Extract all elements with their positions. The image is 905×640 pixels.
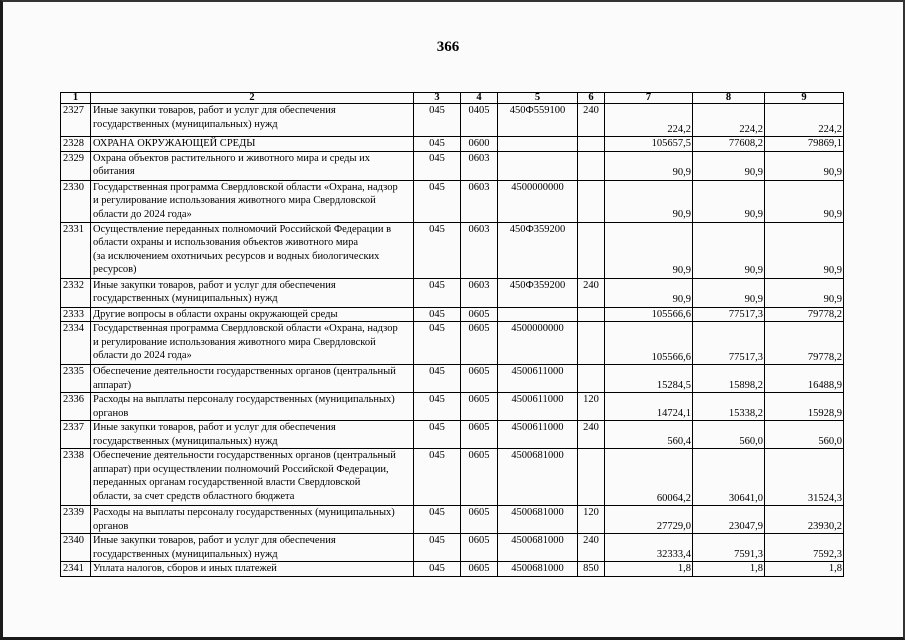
row-description <box>91 222 414 278</box>
row-description <box>91 562 414 577</box>
expense-type-code: 240 <box>578 534 605 562</box>
description-line: Иные закупки товаров, работ и услуг для обеспечения <box>93 105 336 116</box>
amount-col-7: 105566,6 <box>605 322 693 365</box>
amount-col-7: 560,4 <box>605 421 693 449</box>
description-line: Иные закупки товаров, работ и услуг для обеспечения <box>93 422 336 433</box>
department-code: 045 <box>414 506 461 534</box>
department-code: 045 <box>414 104 461 137</box>
description-line: государственных (муниципальных) нужд <box>93 293 278 304</box>
table-row <box>61 151 844 180</box>
department-code: 045 <box>414 421 461 449</box>
amount-col-8: 1,8 <box>693 562 765 577</box>
description-line: Осуществление переданных полномочий Российской Федерации в <box>93 223 392 235</box>
table-row <box>61 222 844 278</box>
row-description <box>91 365 414 393</box>
row-number: 2331 <box>61 222 91 278</box>
amount-col-9: 7592,3 <box>765 534 844 562</box>
row-number: 2336 <box>61 393 91 421</box>
target-item-code: 450Ф359200 <box>498 222 578 278</box>
amount-col-9: 90,9 <box>765 278 844 307</box>
row-number: 2341 <box>61 562 91 577</box>
table-body <box>61 93 844 577</box>
description-line: обитания <box>93 166 135 177</box>
amount-col-8: 90,9 <box>693 278 765 307</box>
amount-col-9: 23930,2 <box>765 506 844 534</box>
target-item-code: 4500681000 <box>498 562 578 577</box>
description-line: (за исключением охотничьих ресурсов и водных биологических <box>93 250 380 262</box>
section-code: 0605 <box>461 365 498 393</box>
row-description <box>91 534 414 562</box>
amount-col-7: 90,9 <box>605 222 693 278</box>
row-number: 2329 <box>61 151 91 180</box>
header-col-1: 1 <box>61 93 91 104</box>
row-number: 2340 <box>61 534 91 562</box>
amount-col-7: 90,9 <box>605 180 693 222</box>
row-description <box>91 278 414 307</box>
amount-col-8: 224,2 <box>693 104 765 137</box>
amount-col-8: 77517,3 <box>693 322 765 365</box>
target-item-code <box>498 137 578 152</box>
department-code: 045 <box>414 393 461 421</box>
description-line: органов <box>93 407 129 419</box>
table-row <box>61 322 844 365</box>
table-row <box>61 137 844 152</box>
amount-col-9: 79778,2 <box>765 322 844 365</box>
description-line: переданных органам государственной власти Свердловской <box>93 477 361 488</box>
section-code: 0605 <box>461 562 498 577</box>
row-description <box>91 393 414 421</box>
amount-col-9: 15928,9 <box>765 393 844 421</box>
table-row <box>61 307 844 322</box>
amount-col-7: 27729,0 <box>605 506 693 534</box>
row-number: 2332 <box>61 278 91 307</box>
department-code: 045 <box>414 307 461 322</box>
target-item-code: 4500611000 <box>498 421 578 449</box>
amount-col-7: 105657,5 <box>605 137 693 152</box>
description-line: Обеспечение деятельности государственных органов (центральный <box>93 450 396 461</box>
table-row <box>61 506 844 534</box>
amount-col-8: 90,9 <box>693 180 765 222</box>
section-code: 0603 <box>461 222 498 278</box>
expense-type-code: 240 <box>578 278 605 307</box>
amount-col-7: 14724,1 <box>605 393 693 421</box>
row-description <box>91 180 414 222</box>
table-row <box>61 449 844 506</box>
table-row <box>61 365 844 393</box>
amount-col-9: 560,0 <box>765 421 844 449</box>
target-item-code: 450Ф559100 <box>498 104 578 137</box>
row-description <box>91 506 414 534</box>
description-line: Охрана объектов растительного и животного мира и среды их <box>93 152 371 164</box>
expense-type-code: 120 <box>578 393 605 421</box>
amount-col-9: 90,9 <box>765 180 844 222</box>
department-code: 045 <box>414 137 461 152</box>
description-line: аппарат) <box>93 379 132 391</box>
table-row <box>61 534 844 562</box>
amount-col-7: 90,9 <box>605 151 693 180</box>
expense-type-code: 240 <box>578 421 605 449</box>
target-item-code: 450Ф359200 <box>498 278 578 307</box>
department-code: 045 <box>414 562 461 577</box>
expense-type-code: 850 <box>578 562 605 577</box>
expense-type-code <box>578 449 605 506</box>
row-description <box>91 137 414 152</box>
amount-col-7: 1,8 <box>605 562 693 577</box>
row-number: 2333 <box>61 307 91 322</box>
section-code: 0605 <box>461 307 498 322</box>
target-item-code <box>498 307 578 322</box>
amount-col-9: 79869,1 <box>765 137 844 152</box>
amount-col-8: 23047,9 <box>693 506 765 534</box>
section-code: 0605 <box>461 449 498 506</box>
row-number: 2338 <box>61 449 91 506</box>
description-line: области до 2024 года» <box>93 208 192 220</box>
target-item-code: 4500611000 <box>498 393 578 421</box>
description-line: области охраны и использования объектов животного мира <box>93 237 359 248</box>
expense-type-code <box>578 322 605 365</box>
expense-type-code: 240 <box>578 104 605 137</box>
description-line: Расходы на выплаты персоналу государственных (муниципальных) <box>93 507 395 518</box>
amount-col-8: 15338,2 <box>693 393 765 421</box>
description-line: Обеспечение деятельности государственных органов (центральный <box>93 366 396 377</box>
amount-col-7: 224,2 <box>605 104 693 137</box>
description-line: Государственная программа Свердловской области «Охрана, надзор <box>93 181 398 193</box>
expense-type-code <box>578 307 605 322</box>
target-item-code: 4500681000 <box>498 449 578 506</box>
header-col-3: 3 <box>414 93 461 104</box>
amount-col-8: 90,9 <box>693 222 765 278</box>
description-line: Другие вопросы в области охраны окружающей среды <box>93 308 338 320</box>
amount-col-8: 77608,2 <box>693 137 765 152</box>
table-row <box>61 278 844 307</box>
description-line: и регулирование использования животного мира Свердловской <box>93 195 376 206</box>
expense-type-code <box>578 365 605 393</box>
page-number: 366 <box>436 39 460 55</box>
section-code: 0605 <box>461 393 498 421</box>
row-number: 2328 <box>61 137 91 152</box>
row-number: 2337 <box>61 421 91 449</box>
target-item-code: 4500681000 <box>498 506 578 534</box>
description-line: Уплата налогов, сборов и иных платежей <box>93 563 277 574</box>
section-code: 0603 <box>461 278 498 307</box>
amount-col-8: 15898,2 <box>693 365 765 393</box>
section-code: 0605 <box>461 534 498 562</box>
amount-col-7: 15284,5 <box>605 365 693 393</box>
header-col-2: 2 <box>91 93 414 104</box>
header-col-5: 5 <box>498 93 578 104</box>
table-header-row <box>61 93 844 104</box>
target-item-code: 4500000000 <box>498 322 578 365</box>
table-row <box>61 180 844 222</box>
header-col-8: 8 <box>693 93 765 104</box>
description-line: государственных (муниципальных) нужд <box>93 548 278 560</box>
target-item-code: 4500000000 <box>498 180 578 222</box>
target-item-code: 4500681000 <box>498 534 578 562</box>
budget-table <box>60 92 844 577</box>
department-code: 045 <box>414 151 461 180</box>
amount-col-7: 90,9 <box>605 278 693 307</box>
section-code: 0605 <box>461 506 498 534</box>
row-description <box>91 421 414 449</box>
amount-col-9: 90,9 <box>765 151 844 180</box>
amount-col-8: 30641,0 <box>693 449 765 506</box>
amount-col-9: 224,2 <box>765 104 844 137</box>
table-row <box>61 393 844 421</box>
section-code: 0603 <box>461 180 498 222</box>
description-line: государственных (муниципальных) нужд <box>93 435 278 447</box>
description-line: государственных (муниципальных) нужд <box>93 118 278 130</box>
row-number: 2330 <box>61 180 91 222</box>
section-code: 0600 <box>461 137 498 152</box>
amount-col-9: 90,9 <box>765 222 844 278</box>
header-col-6: 6 <box>578 93 605 104</box>
table-row <box>61 104 844 137</box>
description-line: области до 2024 года» <box>93 350 192 361</box>
description-line: Расходы на выплаты персоналу государственных (муниципальных) <box>93 394 395 405</box>
amount-col-8: 560,0 <box>693 421 765 449</box>
row-number: 2335 <box>61 365 91 393</box>
header-col-4: 4 <box>461 93 498 104</box>
section-code: 0605 <box>461 421 498 449</box>
description-line: аппарат) при осуществлении полномочий Российской Федерации, <box>93 463 389 475</box>
section-code: 0603 <box>461 151 498 180</box>
amount-col-7: 60064,2 <box>605 449 693 506</box>
amount-col-8: 7591,3 <box>693 534 765 562</box>
section-code: 0605 <box>461 322 498 365</box>
description-line: Иные закупки товаров, работ и услуг для обеспечения <box>93 279 336 291</box>
section-code: 0405 <box>461 104 498 137</box>
row-description <box>91 322 414 365</box>
expense-type-code: 120 <box>578 506 605 534</box>
amount-col-9: 31524,3 <box>765 449 844 506</box>
description-line: ОХРАНА ОКРУЖАЮЩЕЙ СРЕДЫ <box>93 138 256 149</box>
amount-col-8: 77517,3 <box>693 307 765 322</box>
expense-type-code <box>578 151 605 180</box>
department-code: 045 <box>414 222 461 278</box>
table-row <box>61 562 844 577</box>
amount-col-7: 105566,6 <box>605 307 693 322</box>
row-number: 2334 <box>61 322 91 365</box>
department-code: 045 <box>414 449 461 506</box>
description-line: и регулирование использования животного мира Свердловской <box>93 336 376 348</box>
amount-col-9: 79778,2 <box>765 307 844 322</box>
description-line: области, за счет средств областного бюджета <box>93 490 295 502</box>
header-col-7: 7 <box>605 93 693 104</box>
amount-col-8: 90,9 <box>693 151 765 180</box>
description-line: органов <box>93 520 129 532</box>
table-row <box>61 421 844 449</box>
department-code: 045 <box>414 534 461 562</box>
target-item-code <box>498 151 578 180</box>
expense-type-code <box>578 180 605 222</box>
amount-col-9: 1,8 <box>765 562 844 577</box>
department-code: 045 <box>414 322 461 365</box>
department-code: 045 <box>414 365 461 393</box>
department-code: 045 <box>414 278 461 307</box>
description-line: Иные закупки товаров, работ и услуг для обеспечения <box>93 535 336 546</box>
expense-type-code <box>578 137 605 152</box>
header-col-9: 9 <box>765 93 844 104</box>
target-item-code: 4500611000 <box>498 365 578 393</box>
row-description <box>91 449 414 506</box>
description-line: Государственная программа Свердловской области «Охрана, надзор <box>93 323 398 334</box>
row-number: 2327 <box>61 104 91 137</box>
amount-col-7: 32333,4 <box>605 534 693 562</box>
row-number: 2339 <box>61 506 91 534</box>
row-description <box>91 104 414 137</box>
row-description <box>91 151 414 180</box>
department-code: 045 <box>414 180 461 222</box>
description-line: ресурсов) <box>93 264 137 275</box>
amount-col-9: 16488,9 <box>765 365 844 393</box>
expense-type-code <box>578 222 605 278</box>
row-description <box>91 307 414 322</box>
